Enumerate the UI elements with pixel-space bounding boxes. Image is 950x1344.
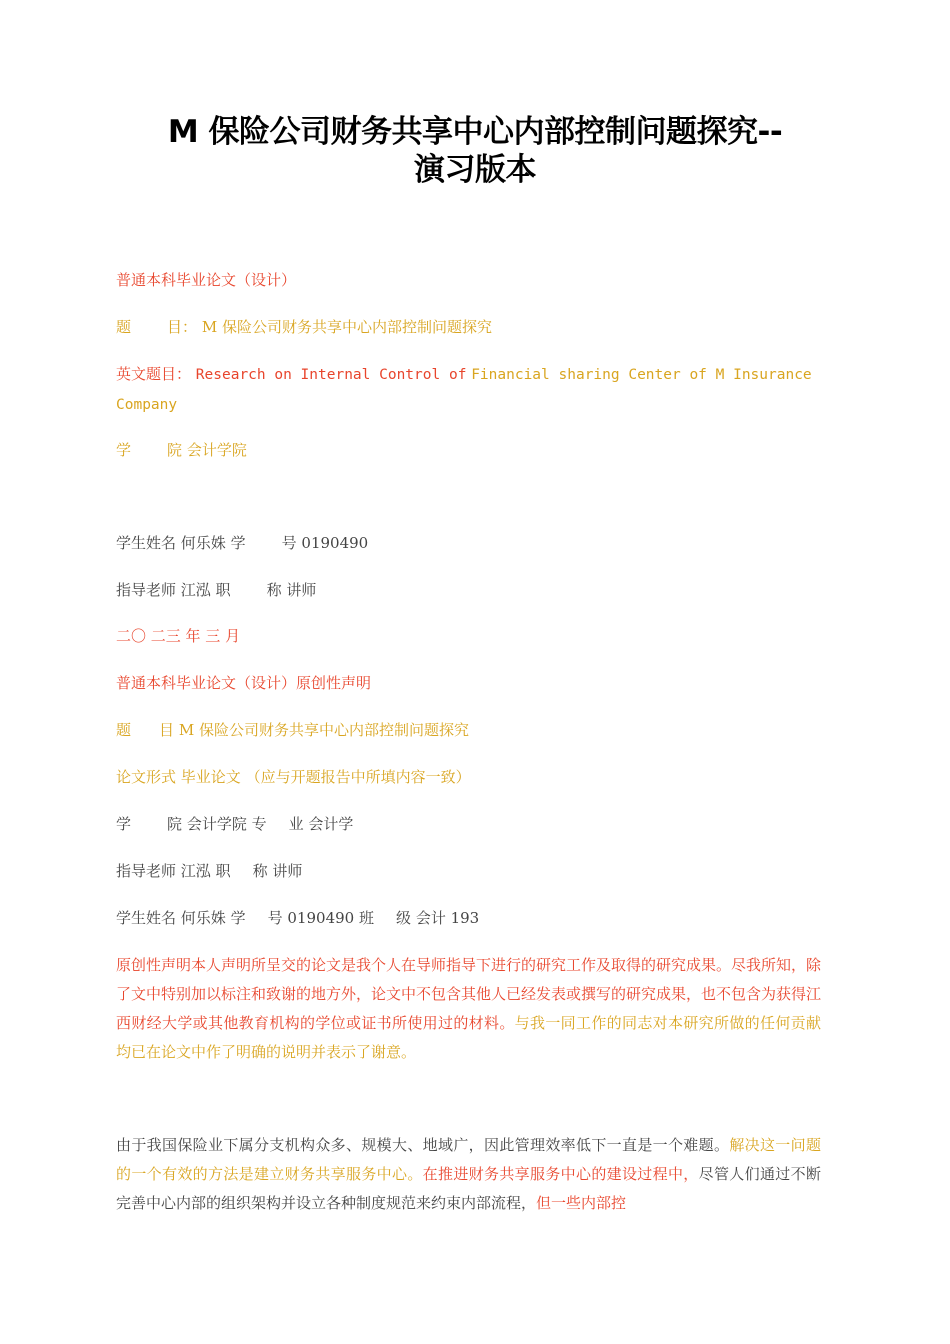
form-label: 论文形式 [116, 768, 177, 786]
cover-heading [116, 266, 821, 295]
class-label-b: 级 [396, 909, 412, 927]
title-line-2: 演习版本 [414, 152, 536, 188]
decl-topic-value: M 保险公司财务共享中心内部控制问题探究 [178, 721, 469, 739]
declaration-form [116, 763, 821, 792]
decl-title-label-b: 称 [252, 862, 268, 880]
student-label: 学生姓名 [116, 534, 177, 552]
decl-title-label-a: 职 [215, 862, 231, 880]
body-p1-part5: 但一些内部控 [536, 1194, 627, 1212]
decl-topic-label-a: 题 [116, 721, 132, 739]
decl-student-no-label-a: 学 [230, 909, 246, 927]
statement-part2: 与我一同工作的同志对本研究所做的任何贡献均已在论文中作了明确的说明并表示了谢意。 [116, 1014, 821, 1061]
topic-value: M 保险公司财务共享中心内部控制问题探究 [201, 318, 492, 336]
major-label-b: 业 [288, 815, 304, 833]
decl-advisor-name: 江泓 [180, 862, 211, 880]
cover-english-title [116, 360, 821, 420]
declaration-topic [116, 716, 821, 745]
declaration-heading [116, 669, 821, 698]
cover-student [116, 529, 821, 558]
student-no-label-a: 学 [230, 534, 246, 552]
decl-college-label-b: 院 [167, 815, 183, 833]
topic-label-b: 目： [167, 318, 198, 336]
en-title-part1: Research on Internal Control of [195, 367, 467, 383]
decl-student-label: 学生姓名 [116, 909, 177, 927]
document-title [0, 113, 950, 189]
en-title-part2: Financial sharing Center of M Insurance [471, 367, 812, 383]
declaration-student [116, 904, 821, 933]
decl-student-no: 0190490 [287, 909, 355, 927]
form-note: （应与开题报告中所填内容一致） [245, 768, 471, 786]
originality-statement [116, 951, 821, 1067]
topic-label-a: 题 [116, 318, 132, 336]
cover-topic [116, 313, 821, 342]
body-p1-part3: 在推进财务共享服务中心的建设过程中， [422, 1165, 699, 1183]
cover-advisor [116, 576, 821, 605]
body-p1-part4: 尽管人们通过不断完善中心内部的组织架构并设立各种制度规范来约束内部流程， [116, 1165, 821, 1212]
college-label-a: 学 [116, 441, 132, 459]
college-value: 会计学院 [186, 441, 247, 459]
form-value: 毕业论文 [180, 768, 241, 786]
title-label-b: 称 [266, 581, 282, 599]
date-text: 二〇 二三 年 三 月 [116, 627, 241, 645]
declaration-advisor [116, 857, 821, 886]
decl-advisor-label: 指导老师 [116, 862, 177, 880]
major-label-a: 专 [251, 815, 267, 833]
body-p1-part2: 解决这一问题的一个有效的方法是建立财务共享服务中心。 [116, 1136, 821, 1183]
title-line-1: M 保险公司财务共享中心内部控制问题探究-- [167, 114, 783, 150]
title-label-a: 职 [215, 581, 231, 599]
statement-part1: 原创性声明本人声明所呈交的论文是我个人在导师指导下进行的研究工作及取得的研究成果。尽我所知，除了文中特别加以标注和致谢的地方外，论文中不包含其他人已经发表或撰写的研究成果，也不包含为获得江西财经大学或其他教育机构的学位或证书所使用过的材料。 [116, 956, 822, 1032]
cover-heading-text: 普通本科毕业论文（设计） [116, 271, 297, 289]
en-title-part3: Company [116, 397, 178, 413]
body-paragraph-1 [116, 1131, 821, 1218]
declaration-college [116, 810, 821, 839]
decl-student-no-label-b: 号 [267, 909, 283, 927]
class-value: 会计 193 [415, 909, 480, 927]
decl-advisor-title: 讲师 [272, 862, 303, 880]
decl-student-name: 何乐姝 [180, 909, 226, 927]
decl-topic-label-b: 目 [159, 721, 175, 739]
student-no-label-b: 号 [281, 534, 297, 552]
advisor-name: 江泓 [180, 581, 211, 599]
declaration-heading-text: 普通本科毕业论文（设计）原创性声明 [116, 674, 372, 692]
college-label-b: 院 [167, 441, 183, 459]
decl-college-label-a: 学 [116, 815, 132, 833]
cover-date [116, 622, 821, 651]
cover-college [116, 436, 821, 465]
body-p1-part1: 由于我国保险业下属分支机构众多、规模大、地域广，因此管理效率低下一直是一个难题。 [116, 1136, 730, 1154]
decl-college-value: 会计学院 [186, 815, 247, 833]
advisor-label: 指导老师 [116, 581, 177, 599]
student-no: 0190490 [301, 534, 369, 552]
en-title-label: 英文题目： [116, 365, 192, 383]
student-name: 何乐姝 [180, 534, 226, 552]
advisor-title: 讲师 [286, 581, 317, 599]
major-value: 会计学 [308, 815, 354, 833]
class-label-a: 班 [359, 909, 375, 927]
